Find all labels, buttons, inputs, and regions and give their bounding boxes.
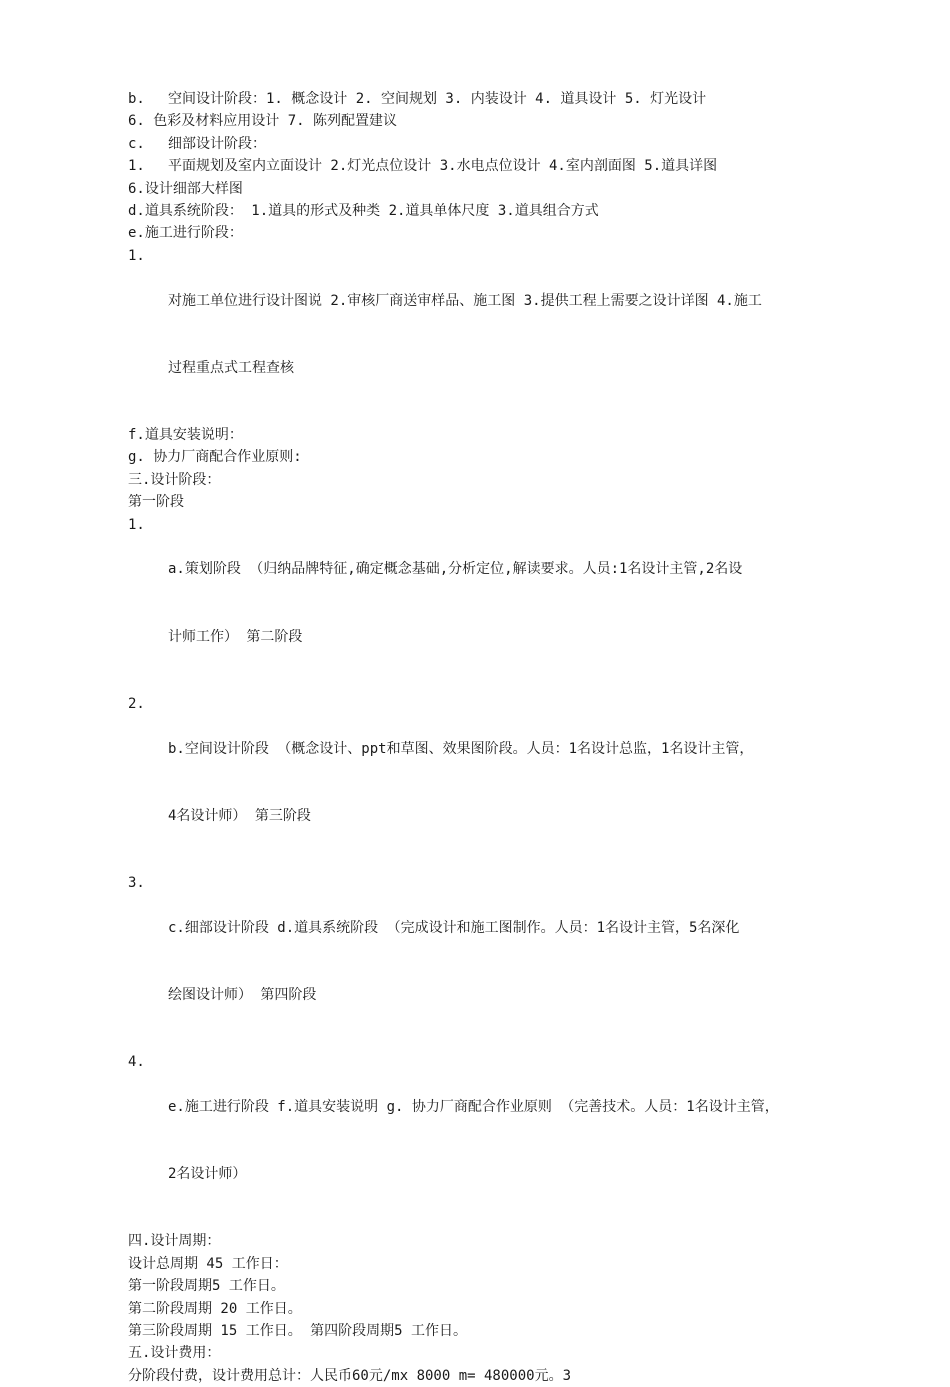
text-line: 第三阶段周期 15 工作日。 第四阶段周期5 工作日。	[128, 1323, 467, 1339]
phase-title: 第一阶段	[128, 494, 184, 511]
list-item-text: 计师工作） 第二阶段	[168, 628, 303, 645]
text-line: 分阶段付费，设计费用总计：人民币60元/mx 8000 m= 480000元。3	[128, 1367, 572, 1384]
text-line: 第一阶段周期5 工作日。	[128, 1278, 285, 1295]
section-title: 五.设计费用：	[128, 1345, 221, 1362]
list-item-phase4	[128, 1051, 878, 1230]
document-body	[128, 88, 878, 1387]
text-line: e.施工进行阶段：	[128, 225, 243, 242]
list-item-text: 4名设计师） 第三阶段	[168, 807, 311, 824]
list-item-content	[168, 245, 878, 424]
list-item-text: b.空间设计阶段 （概念设计、ppt和草图、效果图阶段。人员：1名设计总监，1名设计主管，	[168, 740, 754, 757]
list-item-c1	[128, 155, 878, 177]
list-item-content	[168, 693, 878, 872]
text-line: 设计总周期 45 工作日：	[128, 1255, 288, 1272]
list-item-content	[168, 872, 878, 1051]
list-item-c	[128, 133, 878, 155]
list-item-text: 细部设计阶段：	[168, 135, 266, 152]
list-item-text: 空间设计阶段：1. 概念设计 2. 空间规划 3. 内装设计 4. 道具设计 5. 灯光设计	[168, 91, 707, 107]
text-line: 6. 色彩及材料应用设计 7. 陈列配置建议	[128, 113, 398, 130]
list-item-e1	[128, 245, 878, 424]
list-item-text: 绘图设计师） 第四阶段	[168, 987, 317, 1004]
list-item-text: 2名设计师）	[168, 1166, 247, 1183]
list-item-content	[168, 514, 878, 693]
list-item-text: 对施工单位进行设计图说 2.审核厂商送审样品、施工图 3.提供工程上需要之设计详图 4.施工	[168, 292, 762, 309]
list-item-text: 过程重点式工程查核	[168, 359, 294, 376]
list-item-b	[128, 88, 878, 110]
list-item-text: e.施工进行阶段 f.道具安装说明 g. 协力厂商配合作业原则 （完善技术。人员：1名设计主管，	[168, 1099, 779, 1116]
text-line: g. 协力厂商配合作业原则:	[128, 449, 302, 466]
list-marker: c.	[128, 135, 145, 152]
list-item-text: 平面规划及室内立面设计 2.灯光点位设计 3.水电点位设计 4.室内剖面图 5.道具详图	[168, 158, 718, 175]
list-marker: b.	[128, 91, 145, 107]
list-marker: 2.	[128, 695, 145, 712]
list-marker: 4.	[128, 1054, 145, 1071]
section-title: 三.设计阶段：	[128, 471, 221, 488]
list-item-phase3	[128, 872, 878, 1051]
text-line: 6.设计细部大样图	[128, 180, 243, 197]
text-line: f.道具安装说明：	[128, 427, 243, 443]
list-item-content	[168, 1051, 878, 1230]
list-item-phase1	[128, 514, 878, 693]
section-title: 四.设计周期：	[128, 1233, 221, 1250]
list-marker: 1.	[128, 516, 145, 533]
list-marker: 3.	[128, 875, 145, 891]
list-marker: 1.	[128, 247, 145, 264]
text-line: d.道具系统阶段： 1.道具的形式及种类 2.道具单体尺度 3.道具组合方式	[128, 203, 599, 219]
text-line: 第二阶段周期 20 工作日。	[128, 1300, 302, 1317]
list-marker: 1.	[128, 158, 145, 175]
list-item-phase2	[128, 693, 878, 872]
list-item-text: c.细部设计阶段 d.道具系统阶段 （完成设计和施工图制作。人员：1名设计主管，5名深化	[168, 919, 740, 936]
list-item-text: a.策划阶段 （归纳品牌特征,确定概念基础,分析定位,解读要求。人员:1名设计主管,2名设	[168, 561, 743, 578]
